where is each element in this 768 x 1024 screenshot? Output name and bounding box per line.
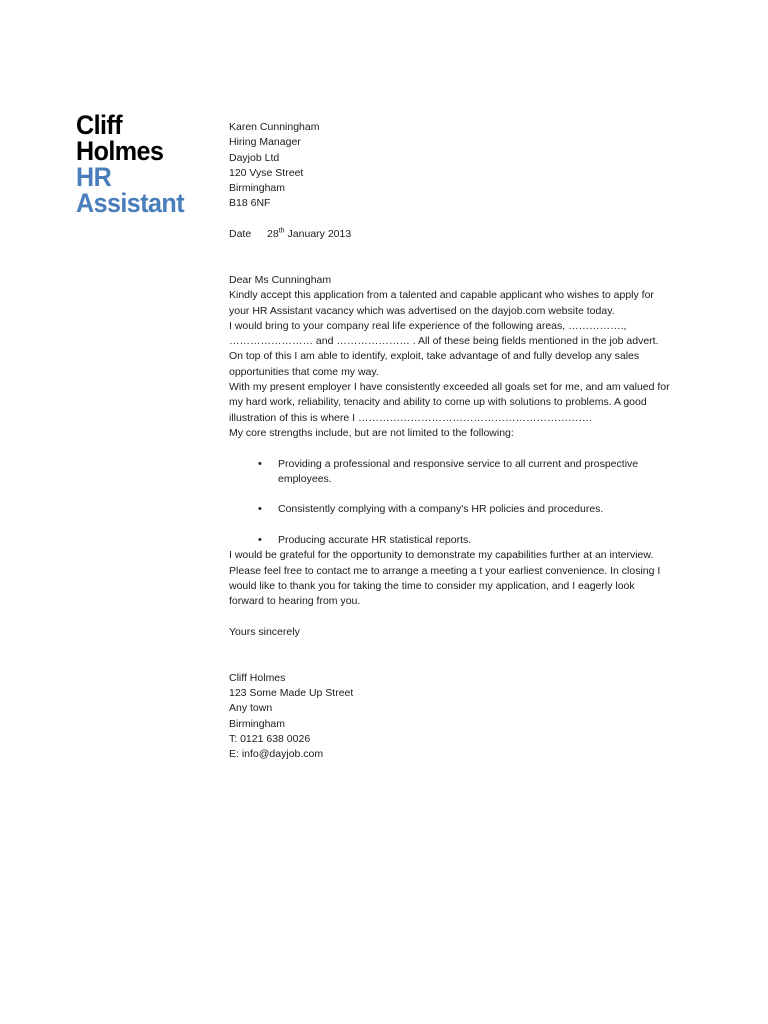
letter-body [229, 120, 671, 762]
recipient-company: Dayjob Ltd [229, 151, 280, 164]
paragraph-closing: I would be grateful for the opportunity to demonstrate my capabilities further at an interview. Please feel free to contact me to arrange a meeting a t your earliest convenience. In closing I would like to thank you for taking the time to consider my application, and I eagerly look forward to hearing from you. [229, 549, 661, 608]
recipient-title: Hiring Manager [229, 136, 301, 149]
paragraph-experience: I would bring to your company real life experience of the following areas, ……………., …………………… and ………………… . All of these being fields mentioned in the job advert. On top of this I am able to identify, exploit, take advantage of and fully develop any sales opportunities that come my way. [229, 319, 659, 378]
closing-salutation: Yours sincerely [229, 625, 300, 638]
list-item [229, 457, 671, 488]
list-item-text: Providing a professional and responsive service to all current and prospective employees. [278, 457, 639, 485]
date-label: Date [229, 228, 252, 241]
sender-street: 123 Some Made Up Street [229, 686, 354, 699]
core-strengths-list [229, 457, 671, 549]
letterhead-role-line-2: Assistant [76, 188, 185, 218]
paragraph-employer: With my present employer I have consistently exceeded all goals set for me, and am valued for my hard work, reliability, tenacity and ability to come up with solutions to problems. A good illustration of this is where I …………………………………………………………. [229, 381, 670, 424]
sender-address-block [229, 671, 671, 763]
recipient-name: Karen Cunningham [229, 121, 320, 133]
date-line [229, 227, 671, 242]
list-item-text: Consistently complying with a company's HR policies and procedures. [278, 503, 604, 516]
date-day: 28 [267, 228, 279, 241]
letterhead-role-line-1: HR [76, 162, 112, 192]
list-item [229, 502, 671, 517]
letterhead-block [76, 112, 226, 216]
paragraph-intro: Kindly accept this application from a talented and capable applicant who wishes to apply for your HR Assistant vacancy which was advertised on the dayjob.com website today. [229, 289, 654, 317]
bullet-icon: • [258, 503, 262, 516]
sender-name: Cliff Holmes [229, 671, 286, 684]
sender-email: E: info@dayjob.com [229, 748, 324, 761]
letterhead-last-name: Holmes [76, 136, 164, 166]
bullet-icon: • [258, 534, 262, 547]
paragraph-strengths-lead: My core strengths include, but are not limited to the following: [229, 426, 514, 439]
date-ordinal-suffix: th [278, 226, 285, 235]
list-item-text: Producing accurate HR statistical reports. [278, 534, 472, 547]
salutation: Dear Ms Cunningham [229, 273, 332, 286]
recipient-postcode: B18 6NF [229, 197, 271, 210]
list-item [229, 533, 671, 548]
letterhead-first-name: Cliff [76, 110, 123, 140]
recipient-city: Birmingham [229, 182, 286, 195]
sender-phone: T: 0121 638 0026 [229, 732, 311, 745]
date-month-year: January 2013 [284, 228, 352, 241]
sender-town: Any town [229, 702, 273, 715]
recipient-street: 120 Vyse Street [229, 166, 304, 179]
sender-city: Birmingham [229, 717, 286, 730]
bullet-icon: • [258, 457, 262, 470]
recipient-address-block [229, 120, 671, 212]
